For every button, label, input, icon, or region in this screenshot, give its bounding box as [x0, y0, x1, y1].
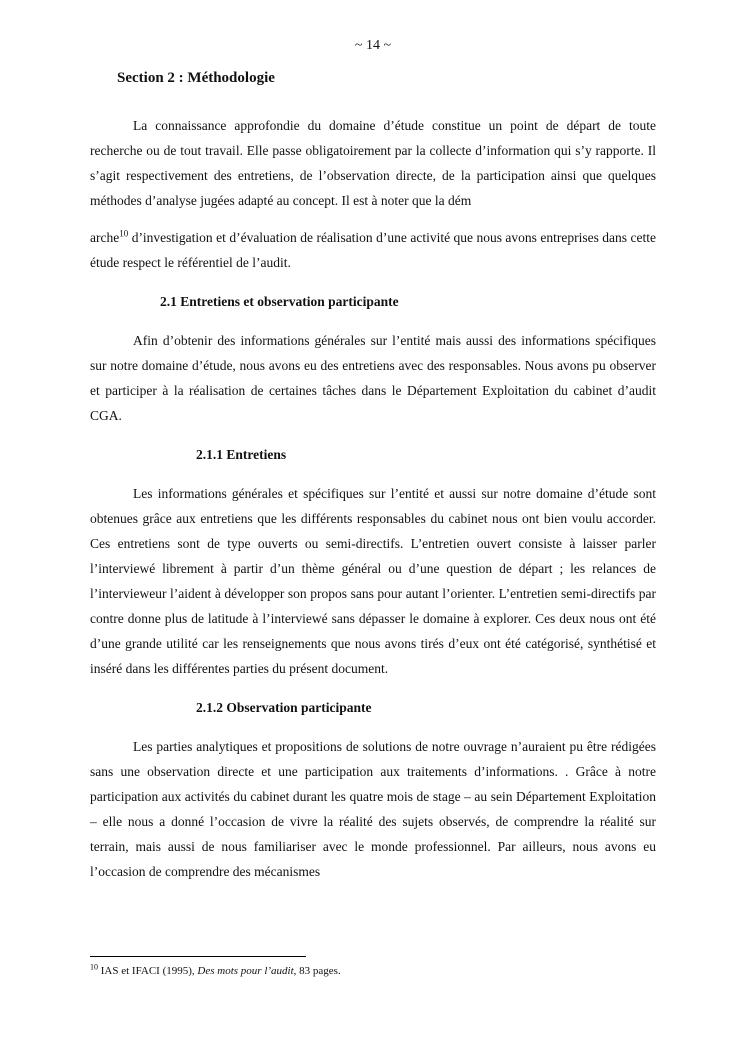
paragraph-observation-participante: Les parties analytiques et propositions de solutions de notre ouvrage n’auraient pu être rédigées sans une observation directe et une participation aux traitements d’informations. . Grâce à notre participation aux activités du cabinet durant les quatre mois de stage – au sein Département Exploitation – elle nous a donné l’occasion de vivre la réalité des sujets observés, de comprendre la réalité sur terrain, mais aussi de nous familiariser avec le monde professionnel. Par ailleurs, nous avons eu l’occasion de comprendre des mécanismes — [90, 739, 656, 879]
footnote-text: , 83 pages. — [293, 965, 341, 977]
footnote-reference: 10 — [119, 228, 129, 239]
footnote-marker: 10 — [90, 962, 98, 972]
paragraph-continuation-text: arche — [90, 230, 120, 245]
paragraph-entretiens: Les informations générales et spécifiques sur l’entité et aussi sur notre domaine d’étude sont obtenues grâce aux entretiens que les différents responsables du cabinet nous ont bien voulu accorder. Ces entretiens sont de type ouverts ou semi-directifs. L’entretien ouvert consiste à laisser parler l’interviewé librement à partir d’un thème général ou d’une question de départ ; les relances de l’intervieweur l’aident à développer son propos sans pour autant l’orienter. L’entretien semi-directifs par contre donne plus de latitude à l’interviewé sans dépasser le domaine à explorer. Ces deux nous ont été d’une grande utilité car les renseignements que nous avons tirés d’eux ont été catégorisé, synthétisé et inséré dans les différentes parties du présent document. — [90, 486, 656, 676]
paragraph-intro: La connaissance approfondie du domaine d’étude constitue un point de départ de toute recherche ou de tout travail. Elle passe obligatoirement par la collecte d’information qui s’y rapporte. Il s’agit respectivement des entretiens, de l’observation directe, de la participation ainsi que quelques méthodes d’analyse jugées adapté au concept. Il est à noter que la dém — [90, 118, 656, 208]
paragraph-continuation-text: d’investigation et d’évaluation de réalisation d’une activité que nous avons entreprises dans cette étude respect le référentiel de l’audit. — [90, 230, 656, 270]
footnote — [90, 964, 656, 979]
footnote-separator — [90, 956, 306, 957]
page-number: ~ 14 ~ — [354, 38, 392, 53]
footnote-area — [90, 948, 656, 979]
footnote-text: IAS et IFACI (1995), — [98, 965, 198, 977]
section-heading: Section 2 : Méthodologie — [117, 70, 275, 86]
paragraph-entretiens-observation: Afin d’obtenir des informations générales sur l’entité mais aussi des informations spécifiques sur notre domaine d’étude, nous avons eu des entretiens avec des responsables. Nous avons pu observer et participer à la réalisation de certaines tâches dans le Département Exploitation du cabinet d’audit CGA. — [90, 333, 656, 423]
subsection-heading-2-1: 2.1 Entretiens et observation participante — [160, 294, 399, 309]
subsection-heading-2-1-1: 2.1.1 Entretiens — [196, 447, 287, 462]
footnote-work-title: Des mots pour l’audit — [197, 965, 294, 977]
paragraph-continuation — [90, 225, 656, 275]
subsection-heading-2-1-2: 2.1.2 Observation participante — [196, 700, 372, 715]
